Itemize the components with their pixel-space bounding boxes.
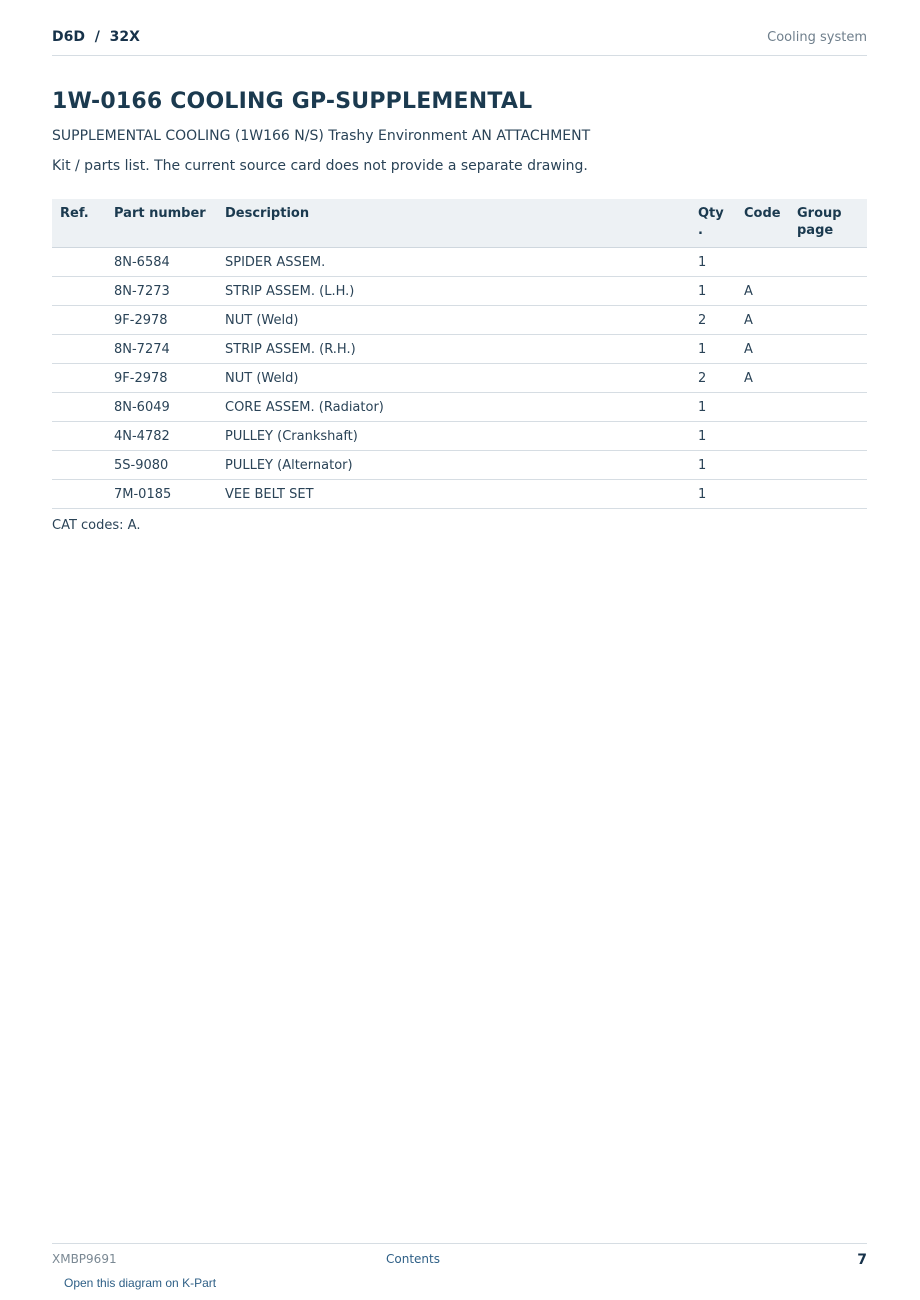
cell-part-number: 8N-7273	[114, 277, 225, 306]
cell-code: A	[744, 364, 797, 393]
page-title: 1W-0166 COOLING GP-SUPPLEMENTAL	[52, 89, 533, 114]
cell-description: VEE BELT SET	[225, 480, 698, 509]
document-id: XMBP9691	[52, 1252, 117, 1266]
cell-ref	[52, 480, 114, 509]
table-row	[52, 306, 867, 335]
table-row	[52, 248, 867, 277]
table-row	[52, 480, 867, 509]
header-description: Description	[225, 199, 698, 248]
cell-group-page	[797, 393, 867, 422]
cell-qty: 1	[698, 422, 744, 451]
table-row	[52, 277, 867, 306]
cell-group-page	[797, 248, 867, 277]
header-ref: Ref.	[52, 199, 114, 248]
page-header	[52, 28, 867, 56]
cell-description: PULLEY (Alternator)	[225, 451, 698, 480]
header-group-page: Group page	[797, 199, 867, 248]
cell-ref	[52, 422, 114, 451]
cell-description: NUT (Weld)	[225, 364, 698, 393]
cell-group-page	[797, 335, 867, 364]
footer-divider	[52, 1243, 867, 1244]
cell-group-page	[797, 364, 867, 393]
cell-group-page	[797, 480, 867, 509]
cell-code	[744, 393, 797, 422]
cell-qty: 2	[698, 306, 744, 335]
contents-link[interactable]: Contents	[386, 1252, 440, 1266]
cell-qty: 1	[698, 248, 744, 277]
page-subtitle: SUPPLEMENTAL COOLING (1W166 N/S) Trashy Environment AN ATTACHMENT	[52, 128, 591, 144]
cell-group-page	[797, 451, 867, 480]
cell-qty: 1	[698, 277, 744, 306]
table-row	[52, 393, 867, 422]
table-row	[52, 364, 867, 393]
cell-part-number: 9F-2978	[114, 364, 225, 393]
cell-ref	[52, 248, 114, 277]
cell-description: PULLEY (Crankshaft)	[225, 422, 698, 451]
cell-part-number: 5S-9080	[114, 451, 225, 480]
cell-ref	[52, 306, 114, 335]
table-row	[52, 335, 867, 364]
cell-description: SPIDER ASSEM.	[225, 248, 698, 277]
cell-qty: 1	[698, 451, 744, 480]
cell-qty: 2	[698, 364, 744, 393]
cell-group-page	[797, 422, 867, 451]
model-breadcrumb: D6D / 32X	[52, 29, 140, 45]
cell-group-page	[797, 306, 867, 335]
header-qty: Qty .	[698, 199, 744, 248]
cell-part-number: 8N-6584	[114, 248, 225, 277]
cell-description: NUT (Weld)	[225, 306, 698, 335]
cell-code	[744, 451, 797, 480]
header-part-number: Part number	[114, 199, 225, 248]
cell-ref	[52, 393, 114, 422]
cell-description: CORE ASSEM. (Radiator)	[225, 393, 698, 422]
cell-code: A	[744, 306, 797, 335]
section-name: Cooling system	[767, 30, 867, 45]
cell-qty: 1	[698, 335, 744, 364]
cell-part-number: 8N-7274	[114, 335, 225, 364]
page-number: 7	[857, 1252, 867, 1268]
open-kpart-link[interactable]: Open this diagram on K-Part	[64, 1276, 217, 1290]
cell-ref	[52, 451, 114, 480]
cell-ref	[52, 364, 114, 393]
parts-table	[52, 199, 867, 509]
cell-part-number: 9F-2978	[114, 306, 225, 335]
cat-codes-note: CAT codes: A.	[52, 518, 141, 533]
cell-description: STRIP ASSEM. (R.H.)	[225, 335, 698, 364]
cell-part-number: 4N-4782	[114, 422, 225, 451]
cell-qty: 1	[698, 480, 744, 509]
table-header-row	[52, 199, 867, 248]
cell-code	[744, 480, 797, 509]
header-code: Code	[744, 199, 797, 248]
cell-ref	[52, 277, 114, 306]
cell-part-number: 8N-6049	[114, 393, 225, 422]
cell-ref	[52, 335, 114, 364]
cell-group-page	[797, 277, 867, 306]
cell-code	[744, 422, 797, 451]
cell-code: A	[744, 335, 797, 364]
cell-code: A	[744, 277, 797, 306]
cell-part-number: 7M-0185	[114, 480, 225, 509]
table-row	[52, 451, 867, 480]
cell-description: STRIP ASSEM. (L.H.)	[225, 277, 698, 306]
source-note: Kit / parts list. The current source card does not provide a separate drawing.	[52, 158, 588, 174]
cell-code	[744, 248, 797, 277]
table-row	[52, 422, 867, 451]
cell-qty: 1	[698, 393, 744, 422]
